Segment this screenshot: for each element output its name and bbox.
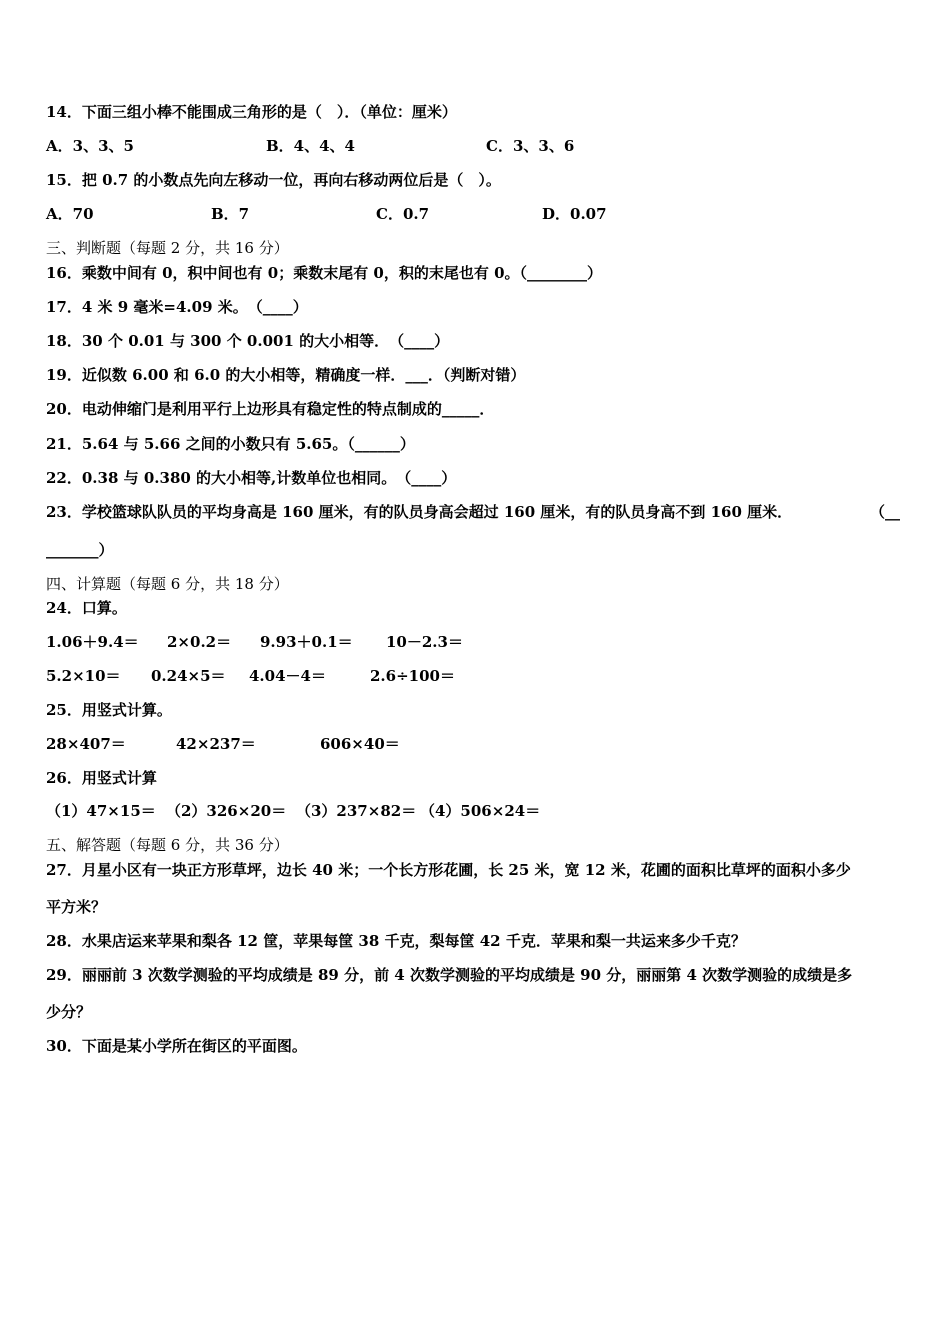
calc-item: 10－2.3＝ [386,633,463,651]
question-14 [46,102,457,122]
question-18: 18．30 个 0.01 与 300 个 0.001 的大小相等． （____） [46,332,450,350]
option-b: B．4、4、4 [266,137,355,155]
question-text: 15．把 0.7 的小数点先向左移动一位，再向右移动两位后是（ ）。 [46,171,501,189]
calc-item: 42×237＝ [176,735,256,753]
question-19: 19．近似数 6.00 和 6.0 的大小相等，精确度一样．___．（判断对错） [46,366,526,384]
calc-item: 606×40＝ [320,735,400,753]
question-24: 24．口算。 [46,599,127,617]
calc-item: 2×0.2＝ [167,633,232,651]
question-23-continued: _______） [46,541,114,559]
question-17: 17．4 米 9 毫米=4.09 米。 （____） [46,298,308,316]
calc-item: 9.93＋0.1＝ [260,633,353,651]
question-29-continued: 少分？ [46,1003,92,1021]
question-text: 23．学校篮球队队员的平均身高是 160 厘米，有的队员身高会超过 160 厘米，有的队员身高不到 160 厘米． [46,503,793,521]
calc-item: （2）326×20＝ [166,802,287,820]
calc-item: （1）47×15＝ [46,802,156,820]
question-25: 25．用竖式计算。 [46,701,172,719]
section-heading-word-problems: 五、解答题（每题 6 分，共 36 分） [46,836,289,854]
calc-item: 1.06＋9.4＝ [46,633,139,651]
question-27: 27．月星小区有一块正方形草坪，边长 40 米；一个长方形花圃，长 25 米，宽 12 米，花圃的面积比草坪的面积小多少 [46,861,851,879]
section-heading-judgment: 三、判断题（每题 2 分，共 16 分） [46,239,289,257]
option-b: B．7 [211,205,250,223]
answer-bracket: （__ [870,503,901,521]
question-28: 28．水果店运来苹果和梨各 12 筐，苹果每筐 38 千克，梨每筐 42 千克．苹果和梨一共运来多少千克？ [46,932,746,950]
calc-item: 0.24×5＝ [151,667,226,685]
question-21: 21．5.64 与 5.66 之间的小数只有 5.65。（______） [46,435,415,453]
section-heading-calculation: 四、计算题（每题 6 分，共 18 分） [46,575,289,593]
option-a: A．3、3、5 [46,137,134,155]
calc-item: 2.6÷100＝ [370,667,455,685]
option-c: C．3、3、6 [486,137,575,155]
question-29: 29．丽丽前 3 次数学测验的平均成绩是 89 分，前 4 次数学测验的平均成绩是 90 分，丽丽第 4 次数学测验的成绩是多 [46,966,853,984]
calc-item: （4）506×24＝ [420,802,541,820]
option-c: C．0.7 [376,205,430,223]
question-23 [46,502,906,522]
calc-item: 28×407＝ [46,735,126,753]
question-30: 30．下面是某小学所在街区的平面图。 [46,1037,307,1055]
question-text: 14．下面三组小棒不能围成三角形的是（ ）．（单位：厘米） [46,103,457,121]
question-15 [46,170,501,190]
question-16: 16．乘数中间有 0，积中间也有 0；乘数末尾有 0，积的末尾也有 0。（________） [46,264,603,282]
question-22: 22．0.38 与 0.380 的大小相等,计数单位也相同。 （____） [46,469,457,487]
calc-item: 5.2×10＝ [46,667,121,685]
option-a: A．70 [46,205,94,223]
option-d: D．0.07 [542,205,607,223]
calc-item: 4.04－4＝ [249,667,326,685]
question-20: 20．电动伸缩门是利用平行上边形具有稳定性的特点制成的_____． [46,400,495,418]
question-26: 26．用竖式计算 [46,769,157,787]
calc-item: （3）237×82＝ [296,802,417,820]
question-27-continued: 平方米？ [46,898,107,916]
